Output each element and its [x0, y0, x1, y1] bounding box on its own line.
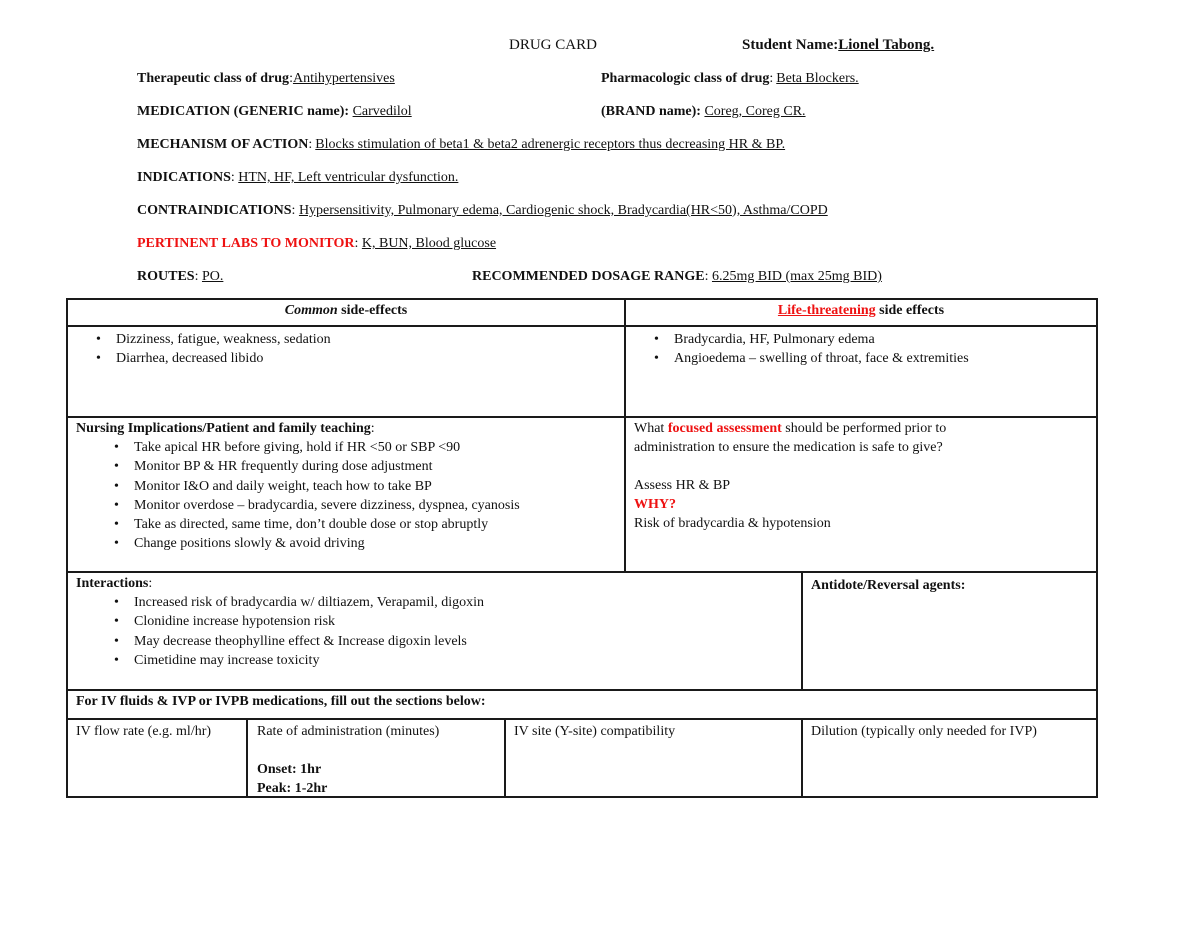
generic-name-field [137, 104, 416, 120]
list-item: • Change positions slowly & avoid driving [76, 534, 520, 553]
mechanism-label: MECHANISM OF ACTION [137, 137, 309, 152]
list-item: • Take apical HR before giving, hold if HR <50 or SBP <90 [76, 438, 520, 457]
generic-name-label: MEDICATION (GENERIC name): [137, 104, 350, 119]
routes-label: ROUTES [137, 269, 195, 284]
list-item: • Cimetidine may increase toxicity [76, 651, 484, 670]
divider [801, 718, 803, 798]
labs-field: PERTINENT LABS TO MONITOR: K, BUN, Blood glucose [137, 236, 497, 251]
life-threatening-side-effects-header: Life-threatening side effects [777, 303, 945, 318]
divider [66, 416, 1098, 418]
interactions-header: Interactions [76, 576, 149, 591]
nursing-implications-header: Nursing Implications/Patient and family teaching [76, 421, 371, 436]
peak-value: Peak: 1-2hr [257, 781, 328, 796]
divider [246, 718, 248, 798]
routes-value: PO. [201, 269, 224, 284]
student-name-field[interactable] [742, 37, 948, 53]
list-item: • Diarrhea, decreased libido [58, 349, 331, 368]
list-item: • Dizziness, fatigue, weakness, sedation [58, 330, 331, 349]
indications-label: INDICATIONS [137, 170, 231, 185]
list-item: • Clonidine increase hypotension risk [76, 612, 484, 631]
mechanism-value: Blocks stimulation of beta1 & beta2 adrenergic receptors thus decreasing HR & BP. [315, 137, 786, 152]
iv-admin-rate-cell [257, 722, 439, 798]
divider [66, 689, 1098, 691]
list-item: • Monitor overdose – bradycardia, severe dizziness, dyspnea, cyanosis [76, 496, 520, 515]
list-item: • May decrease theophylline effect & Increase digoxin levels [76, 632, 484, 651]
iv-ysite-label: IV site (Y-site) compatibility [514, 724, 676, 739]
dosage-value: 6.25mg BID (max 25mg BID) [711, 269, 882, 284]
admin-rate-label: Rate of administration (minutes) [257, 724, 440, 739]
brand-name-value: Coreg, Coreg CR. [704, 104, 806, 119]
indications-field: INDICATIONS: HTN, HF, Left ventricular dysfunction. [137, 170, 472, 186]
focused-assessment-section: What focused assessment should be performed prior to administration to ensure the medication is safe to give? Assess HR & BP WHY? Risk of bradycardia & hypotension [634, 421, 947, 531]
brand-name-label: (BRAND name): [601, 104, 701, 119]
common-side-effects-header: Common side-effects [284, 303, 408, 318]
pharmacologic-class-field: Pharmacologic class of drug: Beta Blockers. [601, 71, 867, 87]
divider [66, 325, 1098, 327]
therapeutic-class-value: Antihypertensives [292, 71, 395, 86]
why-label: WHY? [634, 497, 676, 512]
student-name-value: Lionel Tabong. [838, 37, 935, 53]
list-item: • Increased risk of bradycardia w/ diltiazem, Verapamil, digoxin [76, 593, 484, 612]
therapeutic-class-label: Therapeutic class of drug [137, 71, 290, 86]
list-item: • Monitor I&O and daily weight, teach how to take BP [76, 477, 520, 496]
generic-name-value: Carvedilol [352, 104, 412, 119]
iv-section-header: For IV fluids & IVP or IVPB medications, fill out the sections below: [76, 694, 486, 709]
dosage-field: RECOMMENDED DOSAGE RANGE: 6.25mg BID (max 25mg BID) [472, 269, 882, 284]
divider [66, 718, 1098, 720]
therapeutic-class-field: Therapeutic class of drug:Antihypertensives [137, 71, 399, 87]
divider [66, 571, 1098, 573]
contraindications-label: CONTRAINDICATIONS [137, 203, 292, 218]
page-title: DRUG CARD [509, 37, 597, 53]
divider [504, 718, 506, 798]
routes-field: ROUTES: PO. [137, 269, 229, 285]
student-name-label: Student Name: [742, 37, 839, 53]
assessment-question: What focused assessment should be performed prior to [634, 421, 947, 436]
antidote-header: Antidote/Reversal agents: [811, 578, 966, 593]
contraindications-field: CONTRAINDICATIONS: Hypersensitivity, Pulmonary edema, Cardiogenic shock, Bradycardia(HR<50), Asthma/COPD [137, 203, 828, 218]
iv-dilution-label: Dilution (typically only needed for IVP) [811, 724, 1037, 739]
list-item: • Angioedema – swelling of throat, face & extremities [616, 349, 969, 368]
onset-value: Onset: 1hr [257, 762, 322, 777]
divider [801, 571, 803, 690]
why-answer: Risk of bradycardia & hypotension [634, 516, 831, 531]
nursing-implications-section: Nursing Implications/Patient and family teaching: • Take apical HR before giving, hold if HR <50 or SBP <90 • Monitor BP & HR frequently during dose adjustment • Monitor I&O and daily weight, teach how to take BP • Monitor overdose – bradycardia, severe dizziness, dyspnea, cyanosis • Take as directed, same time, don’t double dose or stop abruptly • Change positions slowly & avoid driving [76, 419, 520, 554]
list-item: • Bradycardia, HF, Pulmonary edema [616, 330, 969, 349]
interactions-section: Interactions: • Increased risk of bradycardia w/ diltiazem, Verapamil, digoxin • Clonidine increase hypotension risk • May decrease theophylline effect & Increase digoxin levels • Cimetidine may increase toxicity [76, 574, 484, 670]
labs-value: K, BUN, Blood glucose [361, 236, 497, 251]
common-side-effects-list [76, 330, 331, 369]
list-item: • Monitor BP & HR frequently during dose adjustment [76, 457, 520, 476]
contraindications-value: Hypersensitivity, Pulmonary edema, Cardiogenic shock, Bradycardia(HR<50), Asthma/COPD [298, 203, 828, 218]
indications-value: HTN, HF, Left ventricular dysfunction. [238, 170, 459, 185]
labs-label: PERTINENT LABS TO MONITOR [137, 236, 355, 251]
assessment-answer: Assess HR & BP [634, 478, 731, 493]
pharmacologic-class-value: Beta Blockers. [776, 71, 859, 86]
iv-flow-rate-label: IV flow rate (e.g. ml/hr) [76, 724, 212, 739]
dosage-label: RECOMMENDED DOSAGE RANGE [472, 269, 705, 284]
brand-name-field [601, 104, 818, 120]
list-item: • Take as directed, same time, don’t double dose or stop abruptly [76, 515, 520, 534]
pharmacologic-class-label: Pharmacologic class of drug [601, 71, 770, 86]
mechanism-field: MECHANISM OF ACTION: Blocks stimulation of beta1 & beta2 adrenergic receptors thus decreasing HR & BP. [137, 137, 793, 153]
life-threatening-side-effects-list [634, 330, 969, 369]
